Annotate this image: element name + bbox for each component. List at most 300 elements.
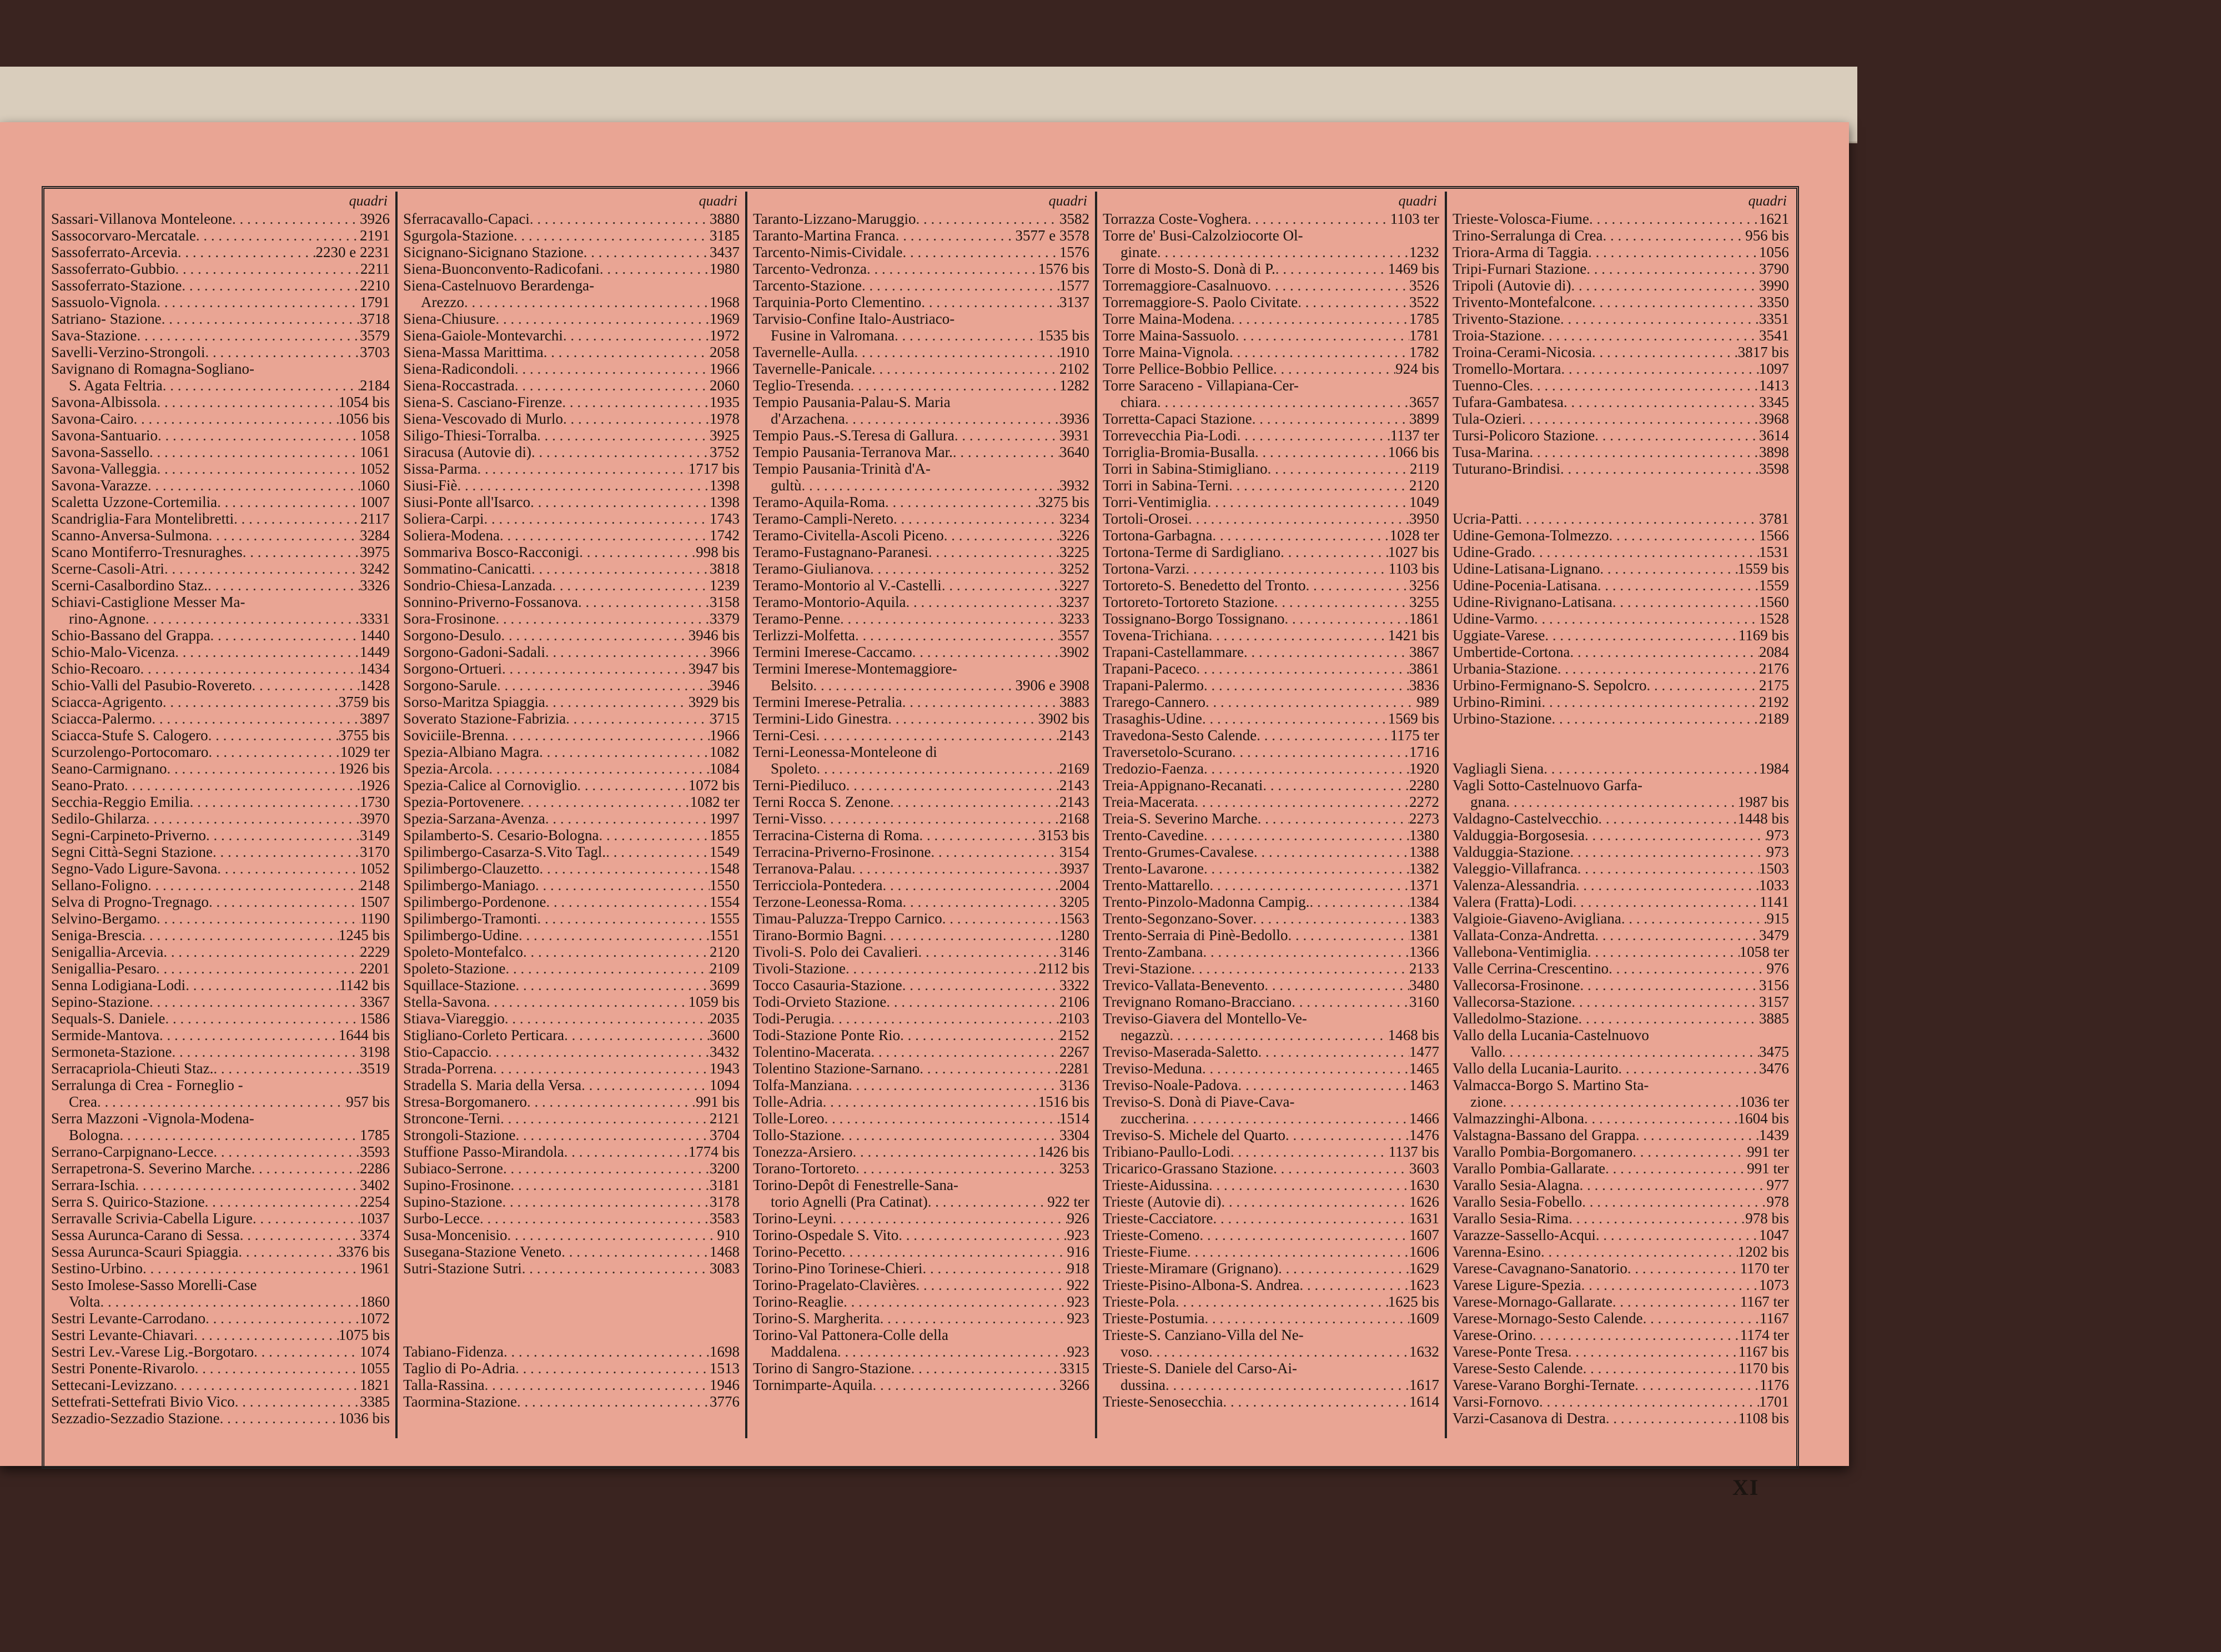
map-reference: 2103 [1059, 1010, 1089, 1027]
dot-leader [1539, 1393, 1759, 1410]
map-reference: 3255 [1409, 594, 1439, 610]
dot-leader [1502, 1043, 1759, 1060]
route-name: torio Agnelli (Pra Catinat) [771, 1193, 928, 1210]
index-entry [1447, 977, 1795, 993]
index-entry [398, 460, 745, 477]
dot-leader [880, 1310, 1067, 1327]
route-name: Tabiano-Fidenza [403, 1343, 504, 1360]
dot-leader [1213, 527, 1390, 544]
index-entry [747, 777, 1095, 794]
map-reference: 3703 [360, 344, 390, 360]
route-name: Tornimparte-Aquila [753, 1377, 873, 1393]
route-name: Treviso-S. Donà di Piave-Cava- [1103, 1093, 1295, 1110]
index-entry [747, 893, 1095, 910]
map-reference: 3883 [1059, 694, 1089, 710]
route-name: Torremaggiore-S. Paolo Civitate [1103, 294, 1298, 310]
index-entry [747, 260, 1095, 277]
dot-leader [822, 810, 1059, 827]
map-reference: 1174 ter [1740, 1327, 1789, 1343]
route-name: Senigallia-Arcevia [51, 943, 164, 960]
dot-leader [531, 560, 710, 577]
map-reference: 1097 [1759, 360, 1789, 377]
index-entry [46, 1043, 395, 1060]
index-entry [747, 1377, 1095, 1393]
map-reference: 3432 [710, 1043, 740, 1060]
map-reference: 1382 [1409, 860, 1439, 877]
dot-leader [921, 294, 1059, 310]
route-name: Vagli Sotto-Castelnuovo Garfa- [1453, 777, 1642, 794]
map-reference: 1103 ter [1390, 210, 1439, 227]
dot-leader [515, 1127, 710, 1143]
dot-leader [1596, 1227, 1759, 1243]
index-entry [1097, 1060, 1445, 1077]
route-name: Sciacca-Stufe S. Calogero [51, 727, 208, 744]
section-gap [398, 1327, 745, 1343]
index-entry [747, 1310, 1095, 1327]
index-entry [398, 360, 745, 377]
index-entry [46, 310, 395, 327]
map-reference: 1623 [1409, 1277, 1439, 1293]
route-name: negazzù [1120, 1027, 1170, 1043]
dot-leader [535, 877, 710, 893]
map-reference: 1946 [710, 1377, 740, 1393]
map-reference: 1465 [1409, 1060, 1439, 1077]
dot-leader [185, 977, 339, 993]
route-name: Seniga-Brescia [51, 927, 142, 943]
route-name: Scerni-Casalbordino Staz. [51, 577, 208, 594]
dot-leader [1188, 510, 1409, 527]
map-reference: 3256 [1409, 577, 1439, 594]
map-reference: 1176 [1760, 1377, 1789, 1393]
index-entry [1097, 977, 1445, 993]
dot-leader [1221, 1193, 1409, 1210]
index-entry [1097, 427, 1445, 444]
index-entry [398, 1343, 745, 1360]
map-reference: 1047 [1759, 1227, 1789, 1243]
map-reference: 3718 [360, 310, 390, 327]
dot-leader [817, 760, 1059, 777]
route-name: Sorgono-Sarule [403, 677, 497, 694]
index-entry [398, 377, 745, 394]
route-name: Tula-Ozieri [1453, 410, 1522, 427]
dot-leader [238, 1243, 338, 1260]
map-reference: 3367 [360, 993, 390, 1010]
map-reference: 1056 [1759, 244, 1789, 260]
index-entry [1447, 427, 1795, 444]
map-reference: 923 [1067, 1293, 1089, 1310]
index-entry [747, 943, 1095, 960]
dot-leader [1585, 827, 1767, 843]
map-reference: 1632 [1409, 1343, 1439, 1360]
route-name: Varazze-Sassello-Acqui [1453, 1227, 1596, 1243]
map-reference: 1604 bis [1737, 1110, 1789, 1127]
route-name: Travedona-Sesto Calende [1103, 727, 1257, 744]
map-reference: 3234 [1059, 510, 1089, 527]
index-entry [1097, 544, 1445, 560]
dot-leader [545, 694, 689, 710]
route-name: Stella-Savona [403, 993, 486, 1010]
map-reference: 2152 [1059, 1027, 1089, 1043]
route-name: Trieste-Pisino-Albona-S. Andrea [1103, 1277, 1300, 1293]
route-name: Serralunga di Crea - Forneglio - [51, 1077, 243, 1093]
map-reference: 1094 [710, 1077, 740, 1093]
index-entry [46, 1210, 395, 1227]
dot-leader [486, 993, 689, 1010]
map-reference: 1569 bis [1388, 710, 1439, 727]
map-reference: 1170 bis [1738, 1360, 1789, 1377]
dot-leader [252, 677, 360, 694]
map-reference: 998 bis [696, 544, 740, 560]
route-name: Torre Maina-Vignola [1103, 344, 1230, 360]
map-reference: 1576 [1059, 244, 1089, 260]
route-name: Udine-Latisana-Lignano [1453, 560, 1600, 577]
map-reference: 2267 [1059, 1043, 1089, 1060]
route-name: Treia-Appignano-Recanati [1103, 777, 1263, 794]
dot-leader [220, 1410, 339, 1427]
route-name: Scerne-Casoli-Atri [51, 560, 164, 577]
index-entry [1097, 1043, 1445, 1060]
route-name: Trevi-Stazione [1103, 960, 1192, 977]
map-reference: 989 [1416, 694, 1439, 710]
route-name: Terranova-Palau [753, 860, 852, 877]
route-name: Valledolmo-Stazione [1453, 1010, 1579, 1027]
dot-leader [900, 1027, 1059, 1043]
route-name: Spilimbergo-Clauzetto [403, 860, 540, 877]
route-name: Tempio Pausania-Palau-S. Maria [753, 394, 951, 410]
map-reference: 2120 [710, 943, 740, 960]
route-name: Trieste-Miramare (Grignano) [1103, 1260, 1279, 1277]
dot-leader [1580, 1177, 1767, 1193]
route-name: Fusine in Valromana [771, 327, 895, 344]
index-entry [398, 993, 745, 1010]
route-name: Sesto Imolese-Sasso Morelli-Case [51, 1277, 257, 1293]
map-reference: 1617 [1409, 1377, 1439, 1393]
map-reference: 2004 [1059, 877, 1089, 893]
dot-leader [918, 943, 1059, 960]
dot-leader [477, 460, 688, 477]
index-entry [747, 1043, 1095, 1060]
route-name: Teramo-Aquila-Roma [753, 494, 886, 510]
column-header: quadri [349, 193, 388, 209]
dot-leader [1545, 627, 1738, 644]
map-reference: 3790 [1759, 260, 1789, 277]
index-entry [398, 1260, 745, 1277]
index-entry [398, 927, 745, 943]
dot-leader [872, 360, 1059, 377]
route-name: Valeggio-Villafranca [1453, 860, 1577, 877]
index-entry [1097, 410, 1445, 427]
route-name: gultù [771, 477, 802, 494]
dot-leader [1202, 710, 1388, 727]
route-name: Tortoli-Orosei [1103, 510, 1189, 527]
map-reference: 915 [1766, 910, 1789, 927]
dot-leader [157, 394, 338, 410]
route-name: Varese-Mornago-Sesto Calende [1453, 1310, 1643, 1327]
dot-leader [928, 1193, 1048, 1210]
route-name: Tarcento-Nimis-Cividale [753, 244, 903, 260]
route-name: Trarego-Cannero [1103, 694, 1205, 710]
index-entry [46, 794, 395, 810]
map-reference: 3752 [710, 444, 740, 460]
route-name: Tarquinia-Porto Clementino [753, 294, 922, 310]
dot-leader [1568, 1343, 1738, 1360]
dot-leader [493, 1060, 710, 1077]
index-entry [46, 1193, 395, 1210]
map-reference: 3200 [710, 1160, 740, 1177]
index-entry [1097, 610, 1445, 627]
route-name: Treviso-S. Michele del Quarto [1103, 1127, 1285, 1143]
dot-leader [152, 710, 360, 727]
index-entry [1097, 1360, 1445, 1377]
route-name: Tusa-Marina [1453, 444, 1530, 460]
dot-leader [165, 1010, 360, 1027]
index-entry [398, 1210, 745, 1227]
index-entry [46, 227, 395, 244]
index-entry [747, 627, 1095, 644]
index-entry [1447, 294, 1795, 310]
route-name: Tocco Casauria-Stazione [753, 977, 902, 993]
index-entry [747, 1143, 1095, 1160]
index-entry [747, 744, 1095, 760]
route-name: d'Arzachena [771, 410, 845, 427]
route-name: Sestino-Urbino [51, 1260, 143, 1277]
dot-leader [902, 694, 1059, 710]
index-entry [46, 827, 395, 843]
route-name: Sassoferrato-Stazione [51, 277, 182, 294]
index-entry [398, 577, 745, 594]
map-reference: 3149 [360, 827, 390, 843]
dot-leader [527, 1093, 696, 1110]
dot-leader [1237, 427, 1390, 444]
index-entry [1097, 1077, 1445, 1093]
map-reference: 3480 [1409, 977, 1439, 993]
map-reference: 3322 [1059, 977, 1089, 993]
dot-leader [537, 427, 710, 444]
index-entry [1447, 560, 1795, 577]
map-reference: 1560 [1759, 594, 1789, 610]
route-name: Spezia-Portovenere [403, 794, 521, 810]
route-name: Varese-Varano Borghi-Ternate [1453, 1377, 1635, 1393]
route-name: Tribiano-Paullo-Lodi [1103, 1143, 1231, 1160]
route-name: Termini Imerese-Petralia [753, 694, 902, 710]
route-name: Valenza-Alessandria [1453, 877, 1576, 893]
index-entry [398, 660, 745, 677]
map-reference: 2280 [1409, 777, 1439, 794]
dot-leader [156, 960, 360, 977]
dot-leader [922, 1260, 1067, 1277]
index-entry [1097, 360, 1445, 377]
index-entry [398, 310, 745, 327]
route-name: Schio-Recoaro [51, 660, 140, 677]
dot-leader [546, 893, 710, 910]
dot-leader [1600, 560, 1737, 577]
route-name: Taormina-Stazione [403, 1393, 517, 1410]
map-reference: 1468 [710, 1243, 740, 1260]
index-entry [46, 394, 395, 410]
map-reference: 1037 [360, 1210, 390, 1227]
route-name: gnana [1470, 794, 1506, 810]
route-name: Trento-Mattarello [1103, 877, 1210, 893]
map-reference: 3304 [1059, 1127, 1089, 1143]
dot-leader [135, 1177, 360, 1193]
index-entry [1447, 627, 1795, 644]
map-reference: 1190 [360, 910, 390, 927]
route-name: Varese-Sesto Calende [1453, 1360, 1583, 1377]
index-entry [398, 960, 745, 977]
dot-leader [149, 993, 360, 1010]
map-reference: 3136 [1059, 1077, 1089, 1093]
index-entry [1097, 1093, 1445, 1110]
route-name: Tavernelle-Panicale [753, 360, 872, 377]
dot-leader [1186, 560, 1389, 577]
map-reference: 1935 [710, 394, 740, 410]
route-name: Savona-Varazze [51, 477, 148, 494]
dot-leader [1258, 810, 1409, 827]
dot-leader [1230, 1143, 1389, 1160]
index-entry [398, 260, 745, 277]
index-entry [1447, 843, 1795, 860]
dot-leader [217, 494, 360, 510]
index-entry [398, 494, 745, 510]
map-reference: 3902 bis [1038, 710, 1089, 727]
route-name: voso [1120, 1343, 1149, 1360]
route-name: Trieste-S. Canziano-Villa del Ne- [1103, 1327, 1304, 1343]
index-entry [398, 327, 745, 344]
index-entry [46, 1293, 395, 1310]
index-entry [1097, 827, 1445, 843]
dot-leader [852, 860, 1059, 877]
section-gap [398, 1277, 745, 1293]
route-name: Stroncone-Terni [403, 1110, 501, 1127]
route-name: Subiaco-Serrone [403, 1160, 503, 1177]
column-header: quadri [1398, 193, 1437, 209]
index-entry [1447, 210, 1795, 227]
map-reference: 2254 [360, 1193, 390, 1210]
map-reference: 1074 [360, 1343, 390, 1360]
map-reference: 1516 bis [1038, 1093, 1089, 1110]
index-entry [747, 910, 1095, 927]
dot-leader [855, 344, 1059, 360]
index-entry [747, 1127, 1095, 1143]
index-entry [46, 560, 395, 577]
dot-leader [848, 1077, 1059, 1093]
map-reference: 1440 [360, 627, 390, 644]
route-name: Sassuolo-Vignola [51, 294, 157, 310]
index-entry [398, 677, 745, 694]
index-entry [46, 477, 395, 494]
map-reference: 1167 [1760, 1310, 1789, 1327]
index-entry [1097, 227, 1445, 244]
dot-leader [1203, 943, 1409, 960]
route-name: Terni Rocca S. Zenone [753, 794, 891, 810]
map-reference: 3817 bis [1737, 344, 1789, 360]
index-entry [46, 943, 395, 960]
map-reference: 3242 [360, 560, 390, 577]
map-reference: 3932 [1059, 477, 1089, 494]
dot-leader [507, 1227, 717, 1243]
index-entry [46, 893, 395, 910]
route-name: Spilimbergo-Pordenone [403, 893, 546, 910]
route-name: Tivoli-Stazione [753, 960, 846, 977]
index-entry [46, 677, 395, 694]
dot-leader [101, 1293, 360, 1310]
index-entry [747, 644, 1095, 660]
route-name: Valgioie-Giaveno-Avigliana [1453, 910, 1621, 927]
dot-leader [823, 1093, 1038, 1110]
dot-leader [208, 527, 360, 544]
dot-leader [1597, 577, 1759, 594]
index-entry [46, 1243, 395, 1260]
index-entry [46, 910, 395, 927]
map-reference: 1072 [360, 1310, 390, 1327]
map-reference: 1060 [360, 477, 390, 494]
index-entry [46, 244, 395, 260]
map-reference: 3146 [1059, 943, 1089, 960]
index-entry [747, 1177, 1095, 1193]
route-name: Siena-Roccastrada [403, 377, 515, 394]
route-name: Siracusa (Autovie di) [403, 444, 531, 460]
map-reference: 991 bis [696, 1093, 740, 1110]
dot-leader [1285, 1127, 1409, 1143]
dot-leader [172, 1043, 360, 1060]
dot-leader [916, 210, 1059, 227]
route-name: Sassari-Villanova Monteleone [51, 210, 233, 227]
index-entry [1097, 1127, 1445, 1143]
index-entry [398, 277, 745, 294]
dot-leader [517, 1393, 710, 1410]
route-name: Tossignano-Borgo Tossignano [1103, 610, 1285, 627]
route-name: Spezia-Arcola [403, 760, 489, 777]
dot-leader [886, 993, 1059, 1010]
index-entry [46, 444, 395, 460]
dot-leader [843, 1293, 1067, 1310]
dot-leader [196, 227, 360, 244]
dot-leader [182, 277, 360, 294]
map-reference: 3898 [1759, 444, 1789, 460]
route-name: Treviso-Meduna [1103, 1060, 1202, 1077]
index-entry [46, 544, 395, 560]
dot-leader [1573, 893, 1760, 910]
dot-leader [253, 1210, 360, 1227]
route-name: Torre Saraceno - Villapiana-Cer- [1103, 377, 1299, 394]
index-entry [398, 1093, 745, 1110]
index-entry [1097, 760, 1445, 777]
dot-leader [1605, 1160, 1747, 1177]
route-name: Urbania-Stazione [1453, 660, 1557, 677]
index-entry [46, 510, 395, 527]
map-reference: 3376 bis [338, 1243, 390, 1260]
route-name: Taranto-Martina Franca [753, 227, 896, 244]
dot-leader [856, 1160, 1059, 1177]
index-entry [46, 710, 395, 727]
index-entry [1447, 993, 1795, 1010]
index-entry [46, 1260, 395, 1277]
map-reference: 1861 [1409, 610, 1439, 627]
index-entry [1447, 827, 1795, 843]
dot-leader [1273, 1160, 1409, 1177]
index-entry [1447, 1410, 1795, 1427]
index-entry [1097, 1393, 1445, 1410]
map-reference: 2229 [360, 943, 390, 960]
route-name: Trento-Serraia di Pinè-Bedollo [1103, 927, 1288, 943]
index-entry [1447, 460, 1795, 477]
dot-leader [802, 477, 1059, 494]
map-reference: 1559 [1759, 577, 1789, 594]
index-entry [398, 477, 745, 494]
route-name: Spoleto-Montefalco [403, 943, 523, 960]
index-entry [46, 860, 395, 877]
route-name: Termini Imerese-Montemaggiore- [753, 660, 957, 677]
